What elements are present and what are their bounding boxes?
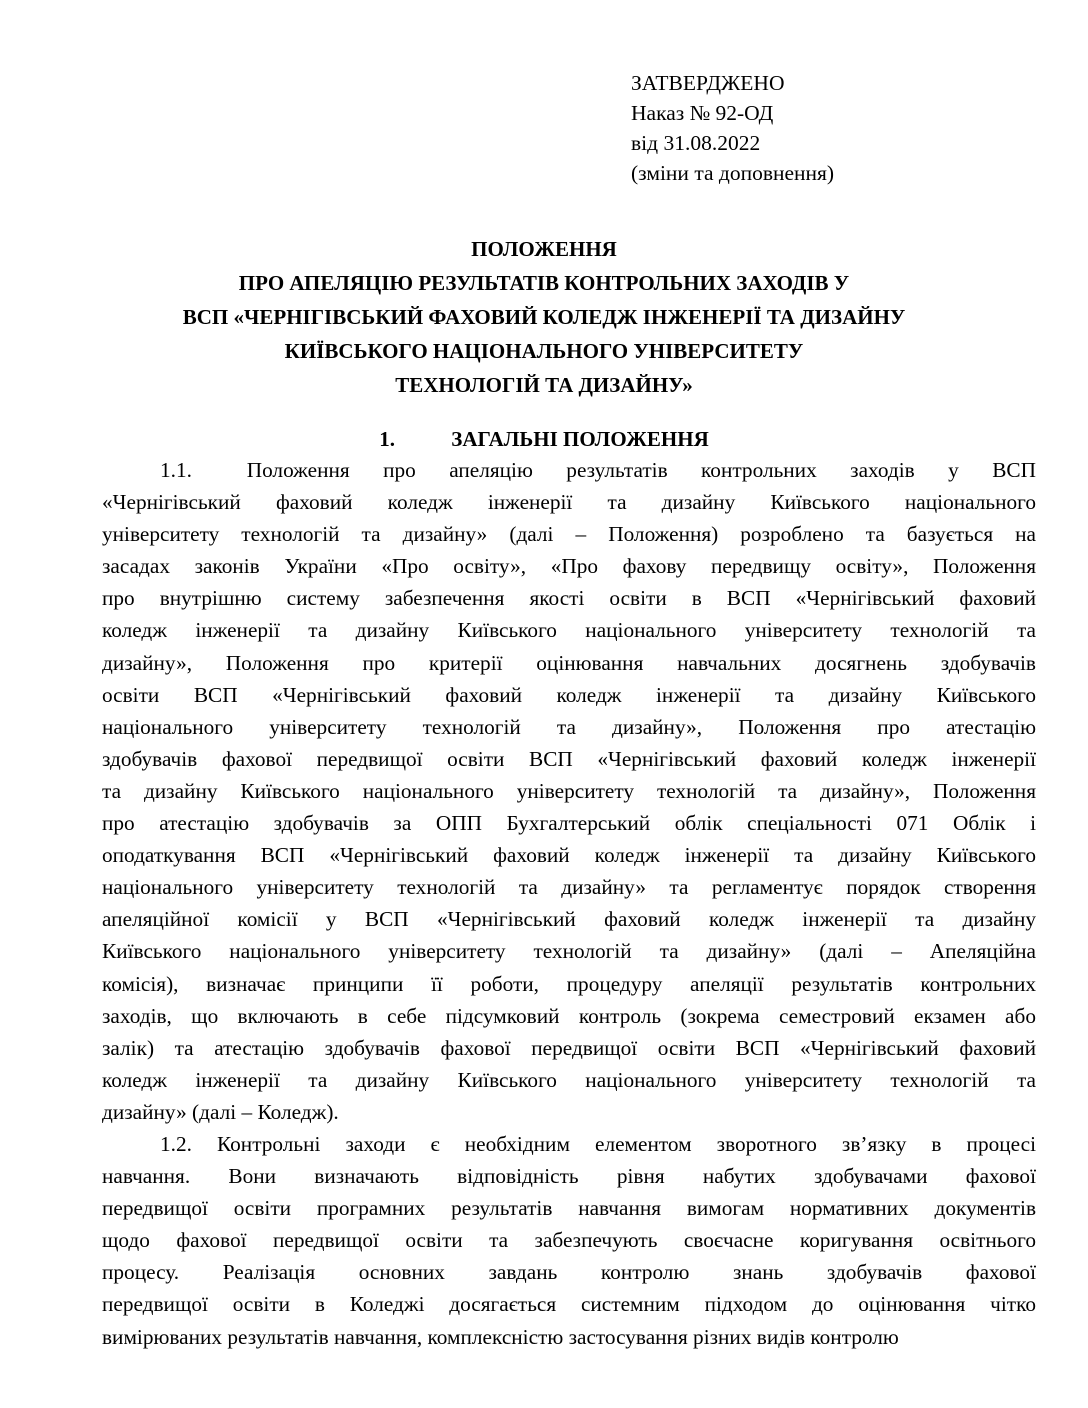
text-line: коледж інженерії та дизайну Київського національного університету технологій та: [102, 1067, 1036, 1092]
title-line: ТЕХНОЛОГІЙ ТА ДИЗАЙНУ»: [395, 373, 693, 397]
body-text: [102, 454, 1036, 1353]
text-line: залік) та атестацію здобувачів фахової передвищої освіти ВСП «Чернігівський фаховий: [102, 1035, 1036, 1060]
text-line: навчання. Вони визначають відповідність рівня набутих здобувачами фахової: [102, 1164, 1036, 1189]
text-line: університету технологій та дизайну» (далі – Положення) розроблено та базується на: [102, 522, 1036, 547]
title-line: ПОЛОЖЕННЯ: [471, 237, 617, 261]
section-heading: [0, 424, 1088, 454]
line-text: Контрольні заходи є необхідним елементом зворотного зв’язку в процесі: [217, 1131, 1036, 1156]
text-line: національного університету технологій та дизайну», Положення про атестацію: [102, 714, 1036, 739]
text-line: національного університету технологій та дизайну» та регламентує порядок створення: [102, 875, 1036, 900]
text-line: Київського національного університету технологій та дизайну» (далі – Апеляційна: [102, 939, 1036, 964]
section-title: ЗАГАЛЬНІ ПОЛОЖЕННЯ: [451, 427, 709, 451]
text-line: [102, 1128, 1036, 1160]
text-line: передвищої освіти в Коледжі досягається системним підходом до оцінювання чітко: [102, 1292, 1036, 1317]
text-line: дизайну», Положення про критерії оцінювання навчальних досягнень здобувачів: [102, 650, 1036, 675]
document-title: [0, 232, 1088, 402]
text-line: вимірюваних результатів навчання, комплексністю застосування різних видів контролю: [102, 1324, 899, 1349]
title-line: ВСП «ЧЕРНІГІВСЬКИЙ ФАХОВИЙ КОЛЕДЖ ІНЖЕНЕРІЇ ТА ДИЗАЙНУ: [182, 305, 906, 329]
paragraphs-container: [102, 454, 1036, 1353]
paragraph-number: 1.2.: [160, 1131, 192, 1156]
text-line: засадах законів України «Про освіту», «Про фахову передвищу освіту», Положення: [102, 554, 1036, 579]
approval-label: ЗАТВЕРДЖЕНО: [631, 71, 785, 95]
title-line: ПРО АПЕЛЯЦІЮ РЕЗУЛЬТАТІВ КОНТРОЛЬНИХ ЗАХОДІВ У: [238, 271, 850, 295]
text-line: оподаткування ВСП «Чернігівський фаховий коледж інженерії та дизайну Київського: [102, 843, 1036, 868]
text-line: комісія), визначає принципи її роботи, процедуру апеляції результатів контрольних: [102, 971, 1036, 996]
order-date: від 31.08.2022: [631, 131, 761, 155]
text-line: про атестацію здобувачів за ОПП Бухгалтерський облік спеціальності 071 Облік і: [102, 811, 1036, 836]
text-line: про внутрішню систему забезпечення якості освіти в ВСП «Чернігівський фаховий: [102, 586, 1036, 611]
text-line: та дизайну Київського національного університету технологій та дизайну», Положення: [102, 778, 1036, 803]
text-line: «Чернігівський фаховий коледж інженерії та дизайну Київського національного: [102, 490, 1036, 515]
text-line: передвищої освіти програмних результатів навчання вимогам нормативних документів: [102, 1196, 1036, 1221]
text-line: здобувачів фахової передвищої освіти ВСП «Чернігівський фаховий коледж інженерії: [102, 746, 1036, 771]
text-line: заходів, що включають в себе підсумковий контроль (зокрема семестровий екзамен або: [102, 1003, 1036, 1028]
text-line: дизайну» (далі – Коледж).: [102, 1099, 339, 1124]
amendments-note: (зміни та доповнення): [631, 161, 835, 185]
text-line: коледж інженерії та дизайну Київського національного університету технологій та: [102, 618, 1036, 643]
section-number: 1.: [379, 427, 396, 451]
paragraph-1-2: [102, 1128, 1036, 1353]
approval-stamp: [631, 68, 834, 188]
text-line: [102, 454, 1036, 486]
title-line: КИЇВСЬКОГО НАЦІОНАЛЬНОГО УНІВЕРСИТЕТУ: [284, 339, 804, 363]
text-line: освіти ВСП «Чернігівський фаховий коледж інженерії та дизайну Київського: [102, 682, 1036, 707]
text-line: щодо фахової передвищої освіти та забезпечують своєчасне коригування освітнього: [102, 1228, 1036, 1253]
order-number: Наказ № 92-ОД: [631, 101, 774, 125]
text-line: апеляційної комісії у ВСП «Чернігівський фаховий коледж інженерії та дизайну: [102, 907, 1036, 932]
text-line: процесу. Реалізація основних завдань контролю знань здобувачів фахової: [102, 1260, 1036, 1285]
paragraph-1-1: [102, 454, 1036, 1128]
paragraph-number: 1.1.: [160, 458, 192, 482]
line-text: Положення про апеляцію результатів контрольних заходів у ВСП: [246, 458, 1036, 482]
